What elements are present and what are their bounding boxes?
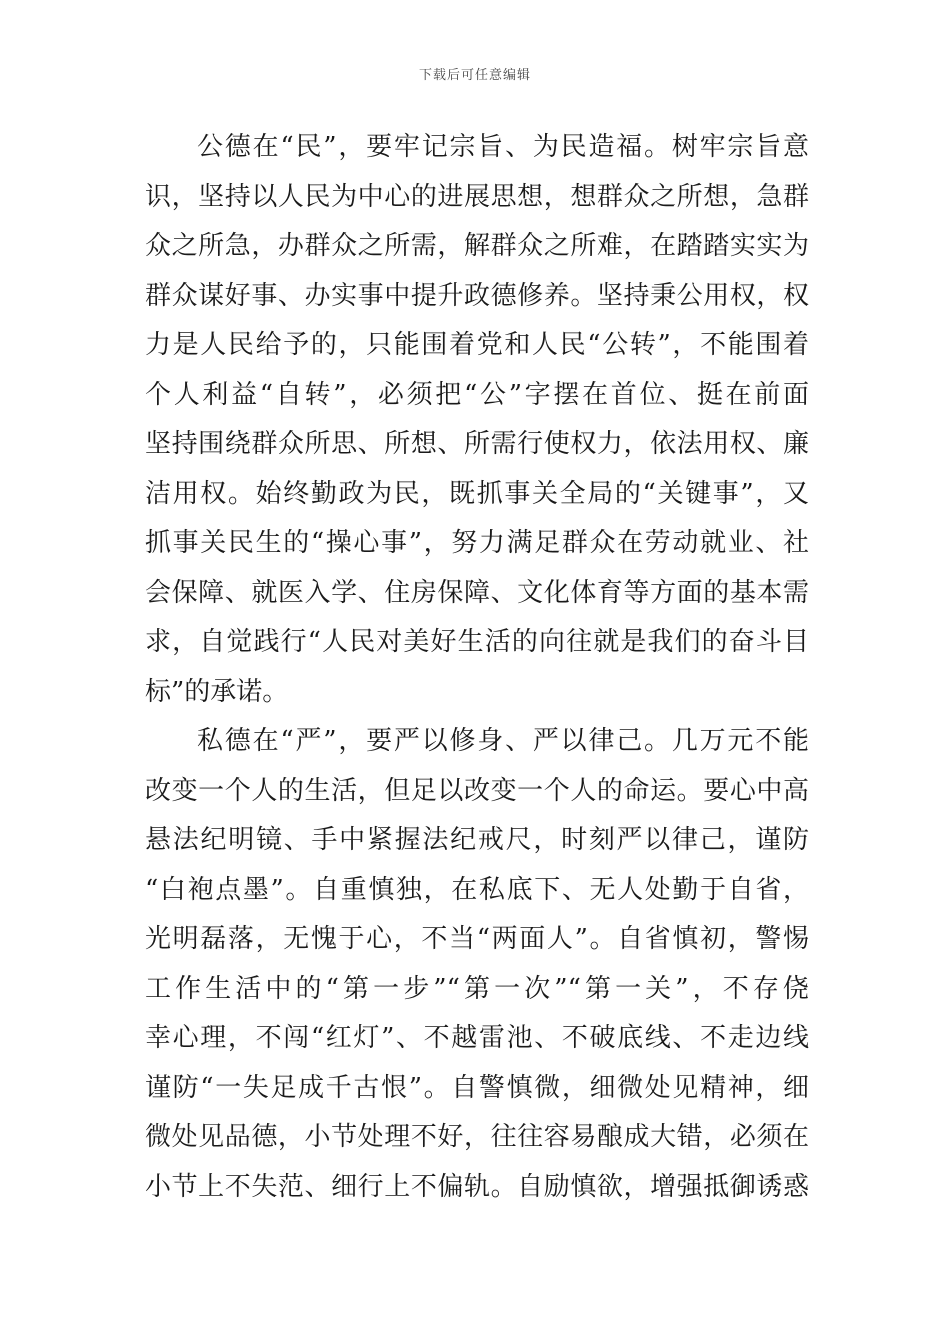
text-line: 幸心理，不闯“红灯”、不越雷池、不破底线、不走边线 <box>145 1023 809 1053</box>
text-line: 标”的承诺。 <box>145 676 289 707</box>
text-line: 个人利益“自转”，必须把“公”字摆在首位、挺在前面 <box>145 379 809 410</box>
text-line: 洁用权。始终勤政为民，既抓事关全局的“关键事”，又 <box>145 478 809 509</box>
paragraph-public-virtue <box>145 123 809 717</box>
text-line: 力是人民给予的，只能围着党和人民“公转”，不能围着 <box>145 330 809 360</box>
text-line: 坚持围绕群众所思、所想、所需行使权力，依法用权、廉 <box>145 429 809 459</box>
text-line: 公德在“民”，要牢记宗旨、为民造福。树牢宗旨意 <box>197 132 809 162</box>
text-line: 微处见品德，小节处理不好，往往容易酿成大错，必须在 <box>145 1122 809 1152</box>
text-line: 会保障、就医入学、住房保障、文化体育等方面的基本需 <box>145 577 809 608</box>
text-line: 谨防“一失足成千古恨”。自警慎微，细微处见精神，细 <box>145 1072 809 1103</box>
page-header: 下载后可任意编辑 <box>418 68 531 83</box>
text-line: 悬法纪明镜、手中紧握法纪戒尺，时刻严以律己，谨防 <box>145 825 809 855</box>
text-line: 光明磊落，无愧于心，不当“两面人”。自省慎初，警惕 <box>145 924 809 954</box>
text-line: 改变一个人的生活，但足以改变一个人的命运。要心中高 <box>145 775 809 806</box>
text-line: 识，坚持以人民为中心的进展思想，想群众之所想，急群 <box>145 181 809 212</box>
text-line: 私德在“严”，要严以修身、严以律己。几万元不能 <box>197 726 809 756</box>
text-line: 小节上不失范、细行上不偏轨。自励慎欲，增强抵御诱惑 <box>145 1171 809 1202</box>
text-line: 工作生活中的“第一步”“第一次”“第一关”，不存侥 <box>145 973 809 1004</box>
text-line: 众之所急，办群众之所需，解群众之所难，在踏踏实实为 <box>145 231 809 261</box>
text-line: 求，自觉践行“人民对美好生活的向往就是我们的奋斗目 <box>145 627 809 657</box>
text-line: 抓事关民生的“操心事”，努力满足群众在劳动就业、社 <box>145 528 809 558</box>
text-line: 群众谋好事、办实事中提升政德修养。坚持秉公用权，权 <box>145 280 809 311</box>
document-body <box>145 123 809 1212</box>
text-line: “白袍点墨”。自重慎独，在私底下、无人处勤于自省， <box>145 874 809 905</box>
paragraph-private-virtue <box>145 717 809 1212</box>
